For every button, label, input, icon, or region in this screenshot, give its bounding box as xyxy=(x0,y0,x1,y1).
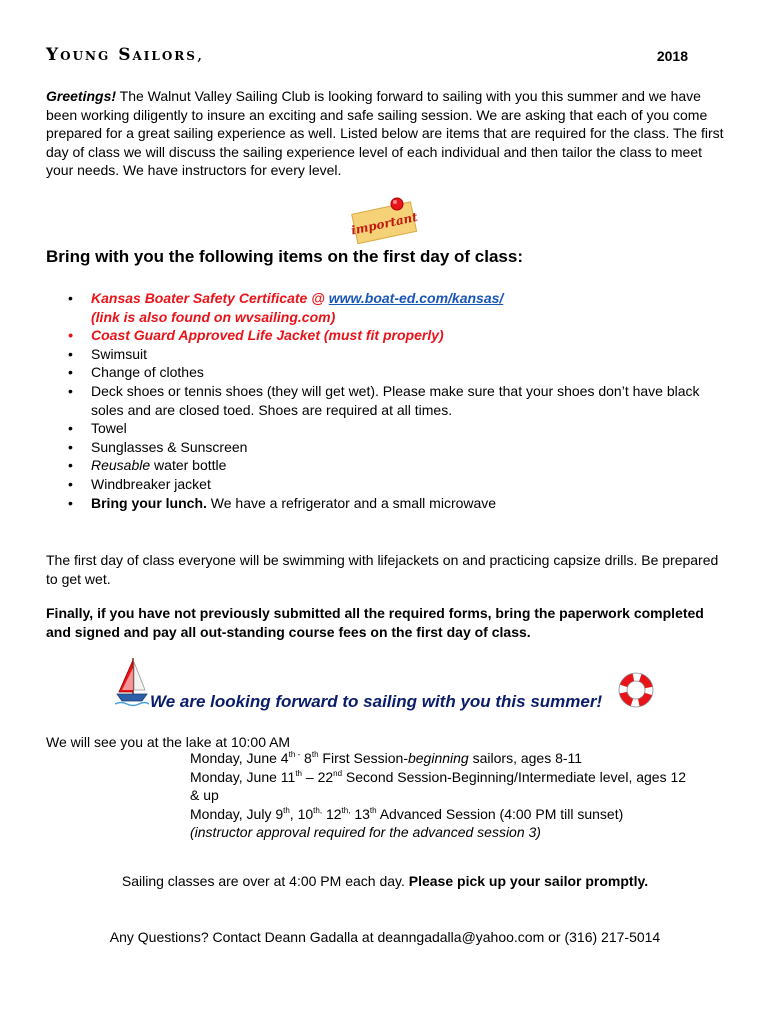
list-item: • Coast Guard Approved Life Jacket (must fit properly) xyxy=(46,326,726,345)
session-first: Monday, June $4^{th -}$ 8th First Session-beginning sailors, ages 8-11 xyxy=(190,750,583,766)
sailboat-icon xyxy=(115,656,149,708)
life-ring-icon xyxy=(618,672,654,708)
greeting-text: Greetings! xyxy=(46,88,117,104)
session-advanced: Monday, July 9th, $10^{th,}$ $12^{th,}$ 13th Advanced Session (4:00 PM till sunset) xyxy=(190,805,624,822)
items-heading: Bring with you the following items on the first day of class: xyxy=(46,247,523,266)
session-second: Monday, June 11th – 22nd Second Session-Beginning/Intermediate level, ages 12 & up xyxy=(190,768,687,803)
list-item: • Windbreaker jacket xyxy=(46,475,726,494)
list-item: • Deck shoes or tennis shoes (they will get wet). Please make sure that your shoes don’t have black soles and are closed toed. Shoes are required at all times. xyxy=(46,382,726,419)
document-header xyxy=(46,45,690,69)
contact-line: Any Questions? Contact Deann Gadalla at deanngadalla@yahoo.com or (316) 217-5014 xyxy=(109,929,661,945)
list-item: • Bring your lunch. We have a refrigerator and a small microwave xyxy=(46,494,726,513)
forms-paragraph: Finally, if you have not previously submitted all the required forms, bring the paperwork completed and signed and pay all out-standing course fees on the first day of class. xyxy=(46,605,704,640)
document-title: Young Sailors, xyxy=(46,45,203,65)
boat-ed-link[interactable]: www.boat-ed.com/kansas/ xyxy=(328,290,504,306)
swim-paragraph: The first day of class everyone will be swimming with lifejackets on and practicing capsize drills. Be prepared to get wet. xyxy=(46,552,719,587)
intro-text: The Walnut Valley Sailing Club is looking forward to sailing with you this summer and we have been working diligently to insure an exciting and safe sailing session. We are asking that each of you come prepared for a great sailing experience as well. Listed below are items that are required for the class. The first day of class we will discuss the sailing experience level of each individual and then tailor the class to meet your needs. We have instructors for every level. xyxy=(46,88,724,178)
required-items-list xyxy=(46,289,726,512)
intro-paragraph xyxy=(46,87,726,180)
list-item: • Swimsuit xyxy=(46,345,726,364)
list-item: • Sunglasses & Sunscreen xyxy=(46,438,726,457)
list-item: • Change of clothes xyxy=(46,363,726,382)
cert-note: (link is also found on wvsailing.com) xyxy=(91,308,336,325)
advanced-note: (instructor approval required for the advanced session 3) xyxy=(190,824,541,840)
year-label: 2018 xyxy=(656,48,688,64)
meeting-time: We will see you at the lake at 10:00 AM xyxy=(46,734,291,750)
important-note-icon xyxy=(348,196,418,244)
closing-message: We are looking forward to sailing with you this summer! xyxy=(150,692,603,711)
list-item: • Towel xyxy=(46,419,726,438)
session-schedule xyxy=(190,749,690,842)
list-item: • Kansas Boater Safety Certificate @ www.boat-ed.com/kansas/ (link is also found on wvsailing.com) xyxy=(46,289,726,326)
important-label: important xyxy=(349,209,418,238)
pickup-notice: Sailing classes are over at 4:00 PM each day. Please pick up your sailor promptly. xyxy=(121,873,649,889)
list-item: • Reusable water bottle xyxy=(46,456,726,475)
